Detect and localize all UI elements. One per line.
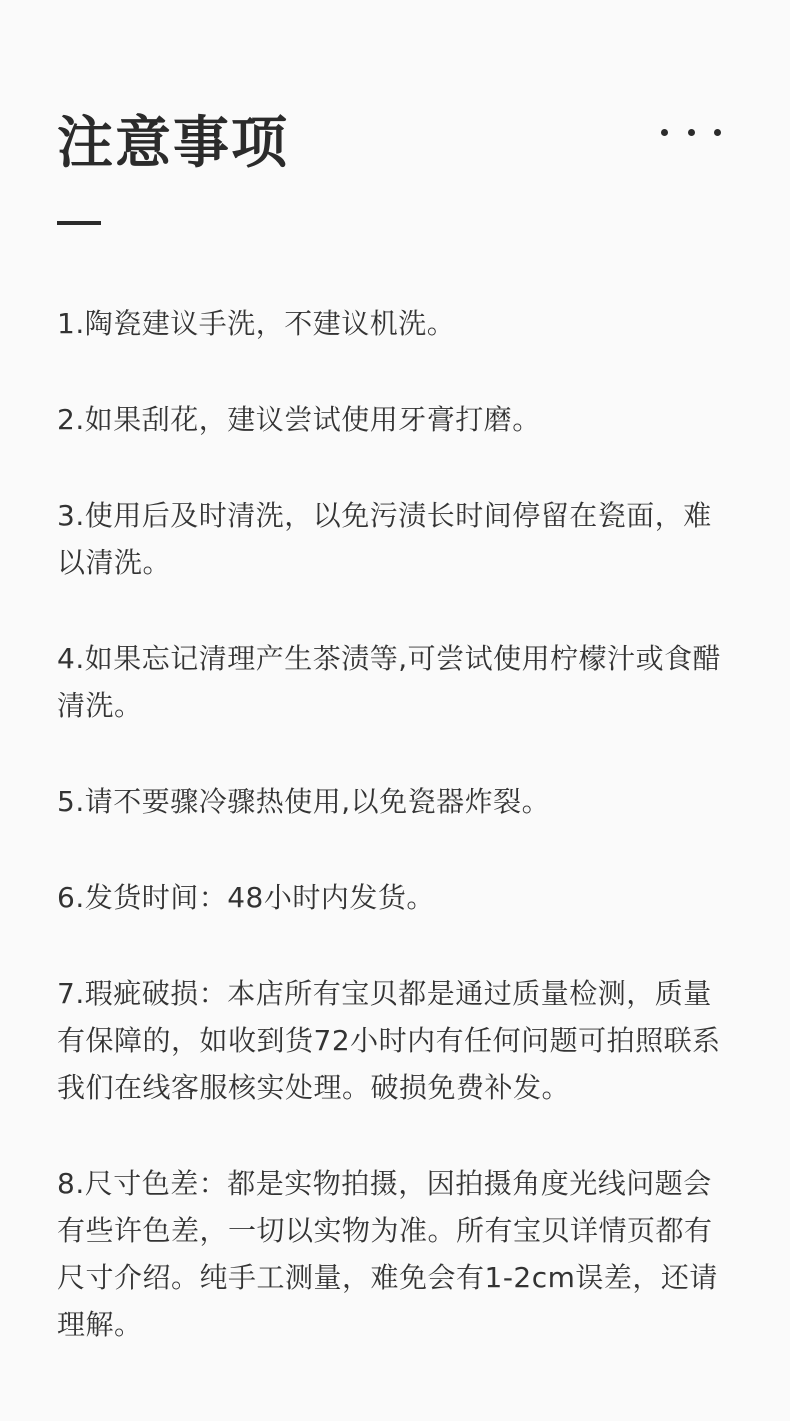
note-item-1: 1.陶瓷建议手洗，不建议机洗。: [57, 307, 456, 340]
more-horizontal-icon[interactable]: [661, 126, 721, 138]
note-item-6: 6.发货时间：48小时内发货。: [57, 881, 435, 914]
more-dot: [714, 129, 721, 136]
page-title: 注意事项: [57, 111, 289, 176]
note-item-4: 4.如果忘记清理产生茶渍等,可尝试使用柠檬汁或食醋清洗。: [57, 642, 722, 722]
notes-list: [57, 300, 729, 1397]
more-dot: [661, 129, 668, 136]
note-item-8: 8.尺寸色差：都是实物拍摄，因拍摄角度光线问题会有些许色差，一切以实物为准。所有宝贝详情页都有尺寸介绍。纯手工测量，难免会有1-2cm误差，还请理解。: [57, 1167, 718, 1341]
note-item-2: 2.如果刮花，建议尝试使用牙膏打磨。: [57, 403, 541, 436]
note-item-3: 3.使用后及时清洗，以免污渍长时间停留在瓷面，难以清洗。: [57, 499, 712, 579]
note-item-7: 7.瑕疵破损：本店所有宝贝都是通过质量检测，质量有保障的，如收到货72小时内有任何问题可拍照联系我们在线客服核实处理。破损免费补发。: [57, 977, 721, 1104]
title-underline: [57, 221, 101, 225]
more-dot: [688, 129, 695, 136]
note-item-5: 5.请不要骤冷骤热使用,以免瓷器炸裂。: [57, 785, 551, 818]
header: [57, 104, 727, 184]
